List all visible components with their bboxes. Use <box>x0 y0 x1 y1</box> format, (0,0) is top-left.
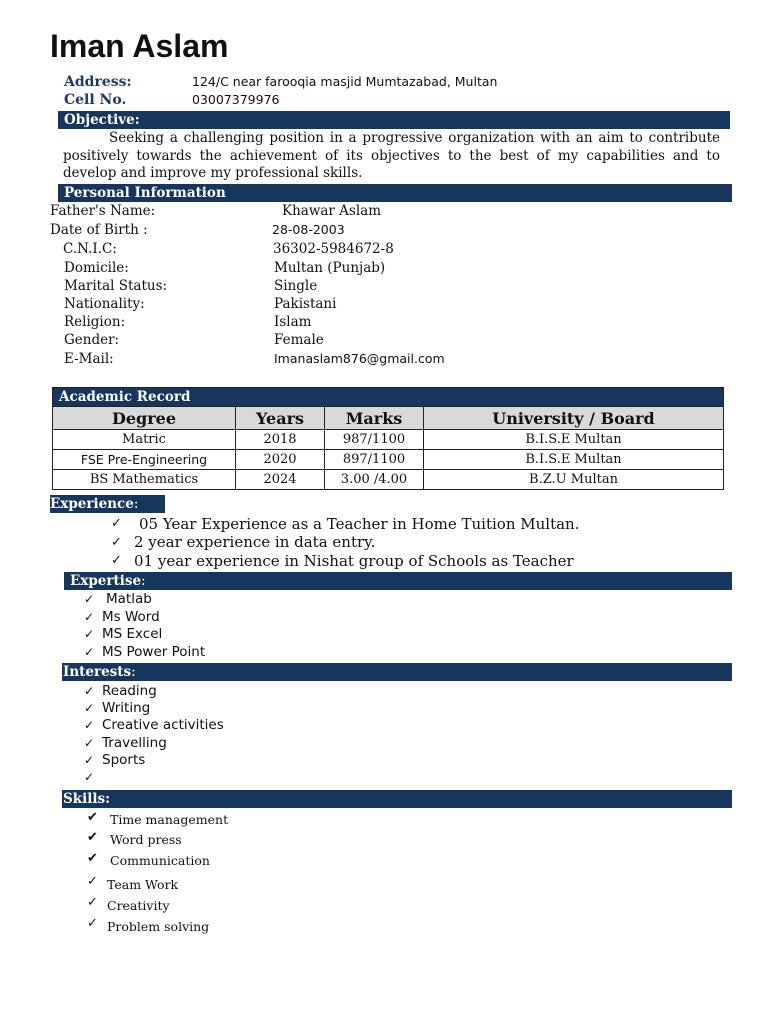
academic-heading: Academic Record <box>53 388 724 407</box>
table-cell: Matric <box>53 430 236 450</box>
check-icon: ✓ <box>84 592 95 606</box>
personal-value: 36302-5984672-8 <box>273 241 394 257</box>
interests-heading-text: Interests <box>63 664 132 680</box>
personal-value: Pakistani <box>274 296 337 312</box>
check-icon: ✓ <box>84 627 95 641</box>
personal-value: Multan (Punjab) <box>274 260 386 276</box>
experience-heading <box>50 495 165 513</box>
academic-table <box>52 387 724 490</box>
check-icon: ✔ <box>87 851 98 866</box>
table-cell: BS Mathematics <box>53 470 236 490</box>
interests-heading-colon: : <box>131 664 136 680</box>
check-icon: ✔ <box>87 810 98 825</box>
expertise-item: MS Power Point <box>102 644 206 660</box>
table-cell: B.Z.U Multan <box>424 470 724 490</box>
check-icon: ✓ <box>87 874 98 889</box>
personal-value: Single <box>274 278 318 294</box>
skill-item: Communication <box>110 853 210 868</box>
check-icon: ✓ <box>84 753 95 767</box>
personal-label: Domicile: <box>64 260 129 276</box>
table-row <box>53 450 724 470</box>
check-icon: ✓ <box>111 553 122 568</box>
table-cell: 987/1100 <box>325 430 424 450</box>
experience-heading-text: Experience <box>50 496 134 512</box>
interest-item: Sports <box>102 752 146 768</box>
expertise-item: Ms Word <box>102 609 160 625</box>
experience-heading-colon: : <box>133 496 139 512</box>
check-icon: ✓ <box>84 718 95 732</box>
check-icon: ✓ <box>84 684 95 698</box>
table-cell: 2020 <box>236 450 325 470</box>
interest-item: Writing <box>102 700 151 716</box>
personal-label: E-Mail: <box>64 351 114 367</box>
table-cell: 2018 <box>236 430 325 450</box>
check-icon: ✓ <box>87 895 98 910</box>
skill-item: Problem solving <box>107 919 210 934</box>
check-icon: ✓ <box>84 736 95 750</box>
candidate-name: Iman Aslam <box>50 28 229 64</box>
expertise-heading-text: Expertise <box>70 573 142 589</box>
check-icon: ✓ <box>84 610 95 624</box>
check-icon: ✓ <box>111 516 122 531</box>
objective-text: Seeking a challenging position in a progressive organization with an aim to contribute positively towards the achievement of its objectives to the best of my capabilities and to develop and improve my professional skills. <box>63 130 720 181</box>
personal-label: Marital Status: <box>64 278 168 294</box>
table-cell: B.I.S.E Multan <box>424 430 724 450</box>
check-icon: ✔ <box>87 830 98 845</box>
cell-value: 03007379976 <box>192 92 280 107</box>
interest-item: Travelling <box>102 735 167 751</box>
objective-heading: Objective: <box>58 111 730 129</box>
check-icon: ✓ <box>111 535 122 550</box>
personal-info-heading: Personal Information <box>58 184 732 202</box>
address-label: Address: <box>64 74 132 90</box>
email-value: Imanaslam876@gmail.com <box>274 351 445 366</box>
check-icon: ✓ <box>87 916 98 931</box>
personal-value: Khawar Aslam <box>282 203 382 219</box>
column-header: Degree <box>53 407 236 430</box>
experience-item: 2 year experience in data entry. <box>134 533 376 551</box>
expertise-item: Matlab <box>106 591 152 607</box>
interest-item: Creative activities <box>102 717 224 733</box>
skill-item: Creativity <box>107 898 170 913</box>
table-cell: 2024 <box>236 470 325 490</box>
check-icon: ✓ <box>84 645 95 659</box>
column-header: Years <box>236 407 325 430</box>
personal-label: Nationality: <box>64 296 145 312</box>
address-value: 124/C near farooqia masjid Mumtazabad, Multan <box>192 74 498 89</box>
skills-heading: Skills: <box>62 790 732 808</box>
personal-value: Islam <box>274 314 312 330</box>
table-cell: 3.00 /4.00 <box>325 470 424 490</box>
personal-label: Gender: <box>64 332 120 348</box>
check-icon: ✓ <box>84 701 95 715</box>
skill-item: Team Work <box>107 877 179 892</box>
personal-label: Date of Birth : <box>50 222 148 238</box>
check-icon: ✓ <box>84 770 95 784</box>
skill-item: Time management <box>110 812 229 827</box>
table-row <box>53 430 724 450</box>
interest-item: Reading <box>102 683 157 699</box>
table-row <box>53 470 724 490</box>
personal-value: Female <box>274 332 324 348</box>
experience-item: 01 year experience in Nishat group of Schools as Teacher <box>134 552 574 570</box>
table-cell: FSE Pre-Engineering <box>53 450 236 470</box>
cell-label: Cell No. <box>64 92 127 108</box>
personal-label: Religion: <box>64 314 126 330</box>
expertise-item: MS Excel <box>102 626 163 642</box>
personal-label: Father's Name: <box>50 203 156 219</box>
expertise-heading <box>64 572 732 590</box>
interests-heading <box>62 663 732 681</box>
column-header: University / Board <box>424 407 724 430</box>
personal-label: C.N.I.C: <box>63 241 117 257</box>
table-cell: 897/1100 <box>325 450 424 470</box>
column-header: Marks <box>325 407 424 430</box>
expertise-heading-colon: : <box>141 573 146 589</box>
table-cell: B.I.S.E Multan <box>424 450 724 470</box>
skill-item: Word press <box>110 832 182 847</box>
experience-item: 05 Year Experience as a Teacher in Home Tuition Multan. <box>139 515 580 533</box>
personal-value: 28-08-2003 <box>272 222 345 237</box>
